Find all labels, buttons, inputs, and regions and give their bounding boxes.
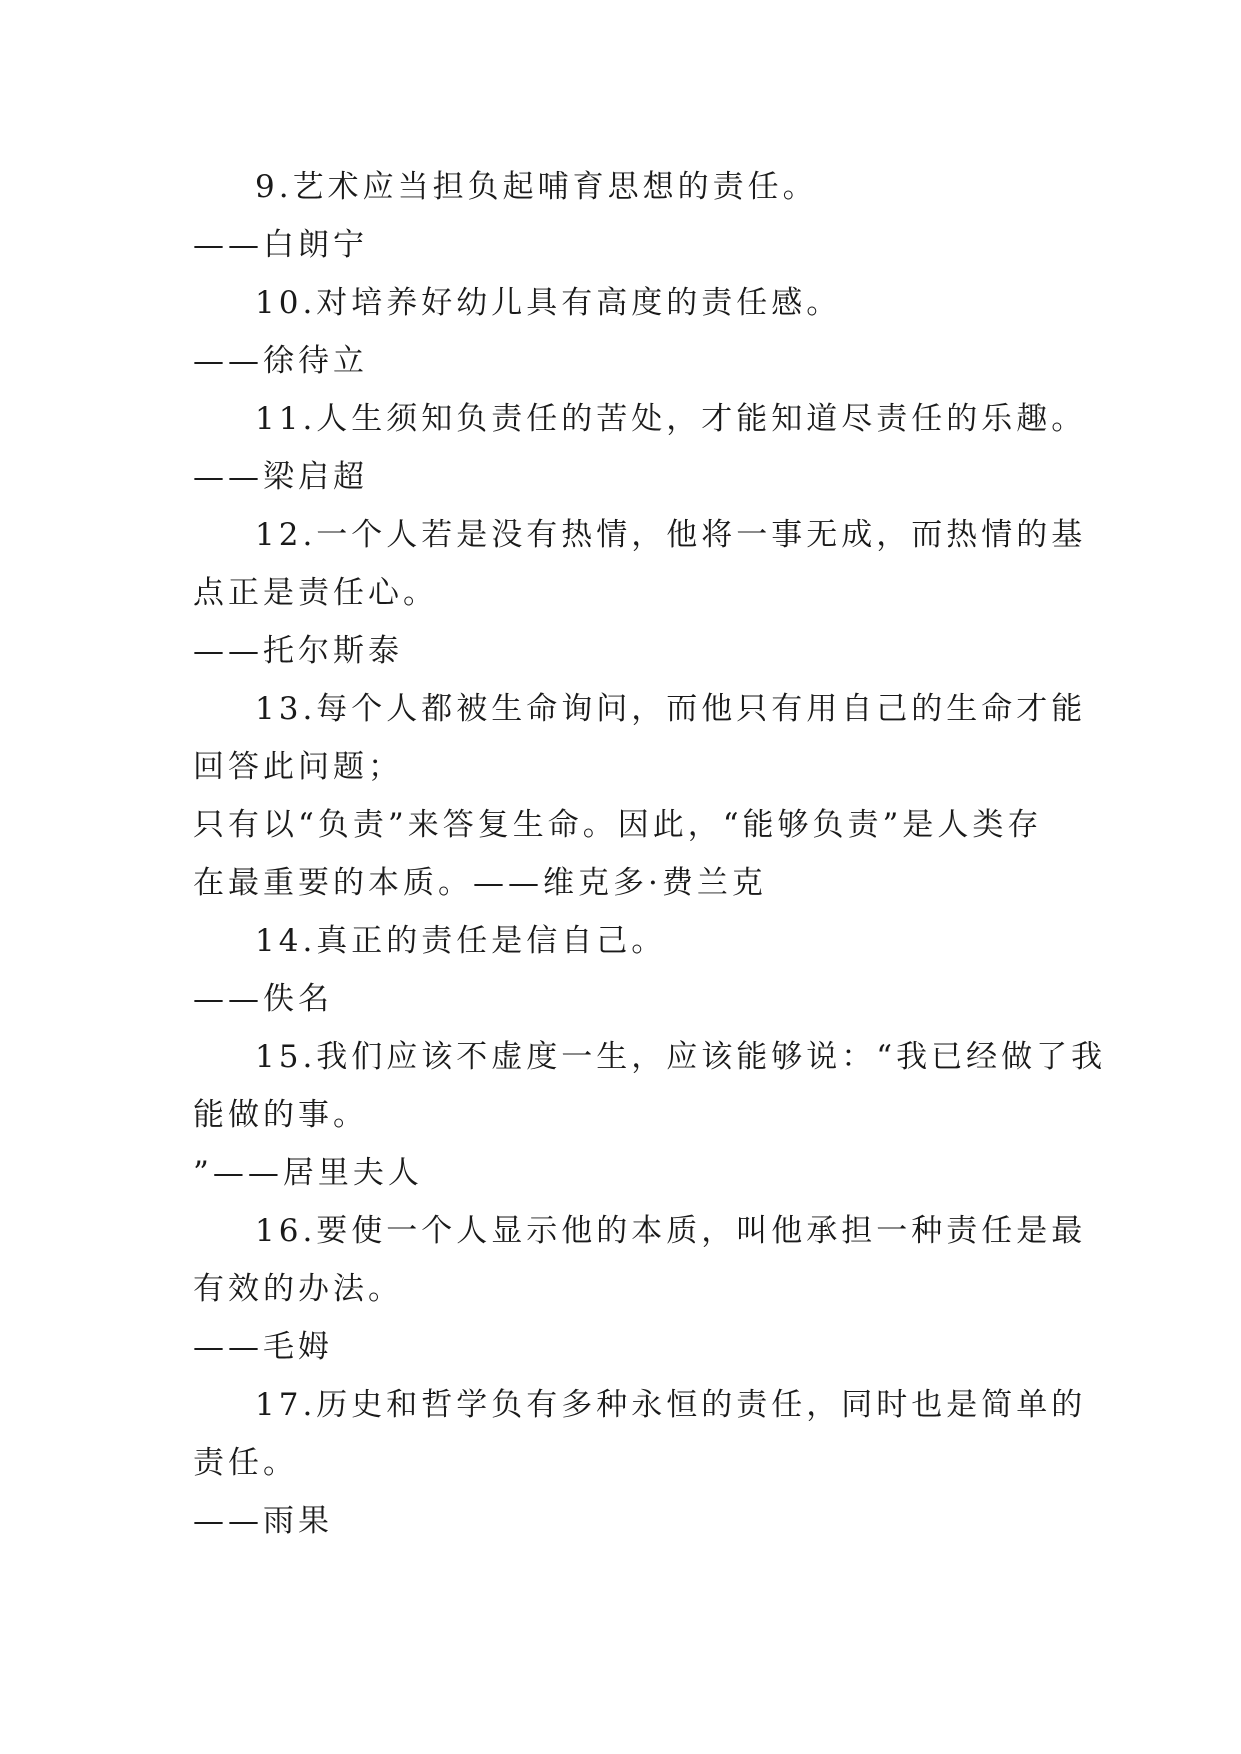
quote-12-author: ——托尔斯泰: [193, 633, 403, 669]
quote-14-author: ——佚名: [193, 981, 333, 1017]
quote-12-text-line-1: 12.一个人若是没有热情，他将一事无成，而热情的基: [255, 517, 1087, 553]
quote-16-text-line-2: 有效的办法。: [193, 1271, 403, 1307]
quote-16-text-line-1: 16.要使一个人显示他的本质，叫他承担一种责任是最: [255, 1213, 1087, 1249]
quote-17-text-line-2: 责任。: [193, 1445, 298, 1481]
quote-15-text-line-2: 能做的事。: [193, 1097, 368, 1133]
quote-15-text-line-1: 15.我们应该不虚度一生，应该能够说：“我已经做了我: [255, 1039, 1107, 1075]
quote-9-author: ——白朗宁: [193, 227, 368, 263]
document-body: [193, 158, 1107, 1550]
quote-9-text: 9.艺术应当担负起哺育思想的责任。: [255, 169, 818, 205]
quote-11-text: 11.人生须知负责任的苦处，才能知道尽责任的乐趣。: [255, 401, 1087, 437]
quote-15-author: ”——居里夫人: [193, 1155, 423, 1191]
quote-13-text-line-3: 只有以“负责”来答复生命。因此，“能够负责”是人类存: [193, 807, 1043, 843]
quote-13-text-line-2: 回答此问题；: [193, 749, 403, 785]
quote-13-text-line-4: 在最重要的本质。——维克多·费兰克: [193, 865, 767, 901]
quote-17-text-line-1: 17.历史和哲学负有多种永恒的责任，同时也是简单的: [255, 1387, 1087, 1423]
quote-11-author: ——梁启超: [193, 459, 368, 495]
quote-10-author: ——徐待立: [193, 343, 368, 379]
quote-13-text-line-1: 13.每个人都被生命询问，而他只有用自己的生命才能: [255, 691, 1087, 727]
quote-14-text: 14.真正的责任是信自己。: [255, 923, 667, 959]
quote-12-text-line-2: 点正是责任心。: [193, 575, 438, 611]
quote-10-text: 10.对培养好幼儿具有高度的责任感。: [255, 285, 842, 321]
quote-16-author: ——毛姆: [193, 1329, 333, 1365]
quote-17-author: ——雨果: [193, 1503, 333, 1539]
